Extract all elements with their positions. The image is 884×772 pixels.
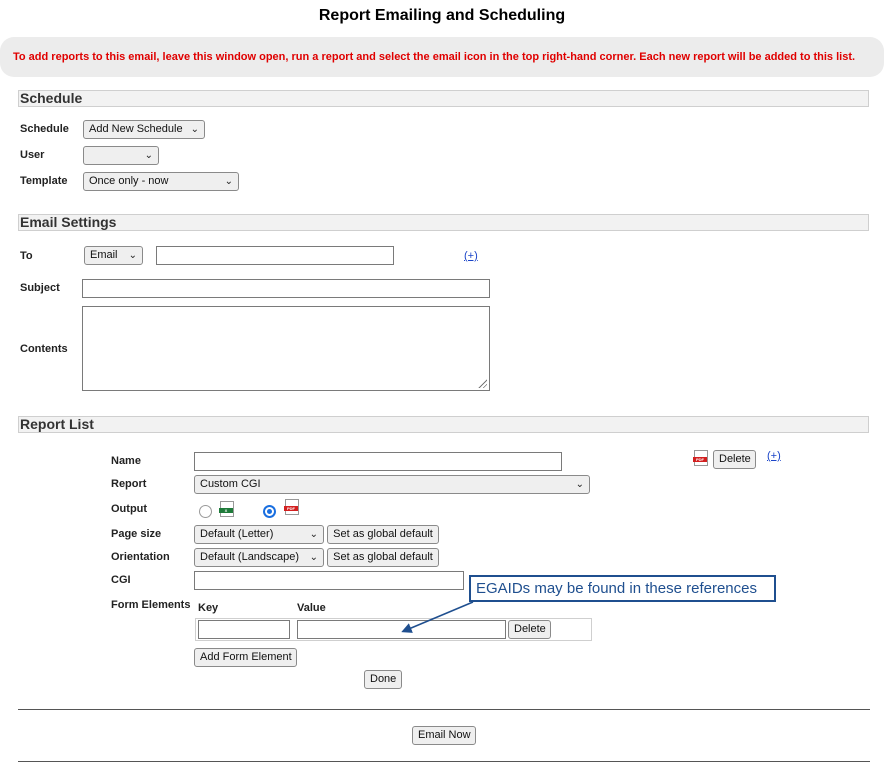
chevron-down-icon: ⌄ <box>575 479 584 490</box>
report-name-input[interactable] <box>194 452 562 471</box>
chevron-down-icon: ⌄ <box>309 529 318 540</box>
to-address-input[interactable] <box>156 246 394 265</box>
section-header-report-list: Report List <box>18 416 869 433</box>
to-type-select[interactable] <box>84 246 143 265</box>
cgi-label: CGI <box>111 574 131 586</box>
excel-icon: X <box>219 501 235 518</box>
delete-form-element-button[interactable]: Delete <box>508 620 551 639</box>
output-label: Output <box>111 503 148 515</box>
user-select[interactable] <box>83 146 159 165</box>
divider-bottom <box>18 761 870 762</box>
set-orientation-default-button[interactable]: Set as global default <box>327 548 439 567</box>
chevron-down-icon: ⌄ <box>128 250 137 261</box>
chevron-down-icon: ⌄ <box>190 124 199 135</box>
divider-top <box>18 709 870 710</box>
page-size-value: Default (Letter) <box>200 528 274 540</box>
report-label: Report <box>111 478 147 490</box>
form-element-key-input[interactable] <box>198 620 290 639</box>
orientation-label: Orientation <box>111 551 170 563</box>
name-label: Name <box>111 455 141 467</box>
contents-label: Contents <box>20 343 68 355</box>
notice-banner: To add reports to this email, leave this window open, run a report and select the email icon in the top right-hand corner. Each new report will be added to this list. <box>0 37 884 77</box>
template-label: Template <box>20 175 68 187</box>
add-recipient-link[interactable]: (+) <box>464 250 478 262</box>
subject-label: Subject <box>20 282 60 294</box>
chevron-down-icon: ⌄ <box>224 176 233 187</box>
schedule-select-value: Add New Schedule <box>89 123 183 135</box>
section-header-email-settings: Email Settings <box>18 214 869 231</box>
to-type-value: Email <box>90 249 118 261</box>
to-label: To <box>20 250 33 262</box>
pdf-icon: PDF <box>693 450 709 468</box>
email-now-button[interactable]: Email Now <box>412 726 476 745</box>
value-column-header: Value <box>297 602 326 614</box>
subject-input[interactable] <box>82 279 490 298</box>
resize-grip-icon[interactable] <box>477 378 487 388</box>
contents-textarea[interactable] <box>82 306 490 391</box>
orientation-select[interactable] <box>194 548 324 567</box>
output-pdf-radio[interactable] <box>263 505 276 518</box>
schedule-select[interactable] <box>83 120 205 139</box>
annotation-arrow <box>395 598 485 638</box>
orientation-value: Default (Landscape) <box>200 551 300 563</box>
report-select-value: Custom CGI <box>200 478 261 490</box>
report-select[interactable] <box>194 475 590 494</box>
template-select[interactable] <box>83 172 239 191</box>
page-size-select[interactable] <box>194 525 324 544</box>
chevron-down-icon: ⌄ <box>309 552 318 563</box>
page-size-label: Page size <box>111 528 162 540</box>
set-page-size-default-button[interactable]: Set as global default <box>327 525 439 544</box>
pdf-icon: PDF <box>284 499 300 517</box>
output-excel-radio[interactable] <box>199 505 212 518</box>
done-button[interactable]: Done <box>364 670 402 689</box>
schedule-label: Schedule <box>20 123 69 135</box>
section-header-schedule: Schedule <box>18 90 869 107</box>
page-title: Report Emailing and Scheduling <box>318 7 566 24</box>
template-select-value: Once only - now <box>89 175 169 187</box>
user-label: User <box>20 149 45 161</box>
delete-report-button[interactable]: Delete <box>713 450 756 469</box>
key-column-header: Key <box>198 602 219 614</box>
annotation-callout: EGAIDs may be found in these references <box>469 575 776 602</box>
add-form-element-button[interactable]: Add Form Element <box>194 648 297 667</box>
form-elements-label: Form Elements <box>111 599 191 611</box>
cgi-input[interactable] <box>194 571 464 590</box>
chevron-down-icon: ⌄ <box>144 150 153 161</box>
add-report-link[interactable]: (+) <box>767 450 781 462</box>
